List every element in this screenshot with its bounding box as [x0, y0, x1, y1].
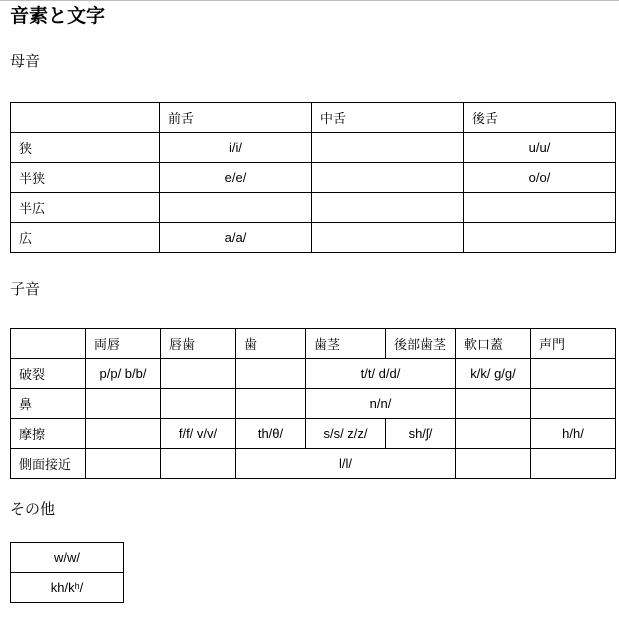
consonant-cell-lateral-velar [456, 449, 531, 479]
table-row [11, 449, 616, 479]
others-cell-w: w/w/ [11, 543, 124, 573]
others-table [10, 542, 124, 603]
consonant-cell-lateral-dental-alveolar-postalveolar: l/l/ [236, 449, 456, 479]
consonant-col-header-empty [11, 329, 86, 359]
consonant-row-label-fricative: 摩擦 [11, 419, 86, 449]
table-row [11, 419, 616, 449]
consonant-cell-plosive-glottal [531, 359, 616, 389]
consonant-col-header-alveolar: 歯茎 [306, 329, 386, 359]
consonant-cell-lateral-labiodental [161, 449, 236, 479]
section-heading-consonants: 子音 [10, 281, 41, 298]
vowel-col-header-front: 前舌 [160, 103, 312, 133]
vowel-cell-close-central [312, 133, 464, 163]
consonant-cell-nasal-velar [456, 389, 531, 419]
consonant-col-header-postalveolar: 後部歯茎 [386, 329, 456, 359]
vowel-table [10, 102, 616, 253]
consonant-cell-fricative-postalveolar: sh/ʃ/ [386, 419, 456, 449]
consonant-cell-fricative-glottal: h/h/ [531, 419, 616, 449]
consonant-cell-plosive-velar: k/k/ g/g/ [456, 359, 531, 389]
table-row [11, 573, 124, 603]
consonant-cell-plosive-alveolar-postalveolar: t/t/ d/d/ [306, 359, 456, 389]
table-row [11, 163, 616, 193]
table-row [11, 193, 616, 223]
consonant-cell-fricative-velar [456, 419, 531, 449]
consonant-row-label-nasal: 鼻 [11, 389, 86, 419]
section-heading-vowels: 母音 [10, 53, 41, 70]
consonant-row-label-lateral: 側面接近 [11, 449, 86, 479]
vowel-col-header-back: 後舌 [464, 103, 616, 133]
consonant-col-header-glottal: 声門 [531, 329, 616, 359]
vowel-row-label-open: 広 [11, 223, 160, 253]
vowel-cell-close-mid-central [312, 163, 464, 193]
consonant-table [10, 328, 616, 479]
vowel-cell-open-mid-central [312, 193, 464, 223]
consonant-col-header-bilabial: 両唇 [86, 329, 161, 359]
consonant-cell-fricative-alveolar: s/s/ z/z/ [306, 419, 386, 449]
vowel-cell-close-mid-front: e/e/ [160, 163, 312, 193]
consonant-col-header-dental: 歯 [236, 329, 306, 359]
consonant-cell-nasal-dental [236, 389, 306, 419]
vowel-header-row [11, 103, 616, 133]
consonant-cell-nasal-alveolar-postalveolar: n/n/ [306, 389, 456, 419]
consonant-cell-lateral-bilabial [86, 449, 161, 479]
consonant-cell-plosive-labiodental [161, 359, 236, 389]
consonant-header-row [11, 329, 616, 359]
vowel-cell-open-central [312, 223, 464, 253]
others-cell-kh: kh/kʰ/ [11, 573, 124, 603]
vowel-row-label-close-mid: 半狭 [11, 163, 160, 193]
vowel-cell-open-front: a/a/ [160, 223, 312, 253]
vowel-cell-open-mid-back [464, 193, 616, 223]
consonant-col-header-labiodental: 唇歯 [161, 329, 236, 359]
consonant-cell-plosive-dental [236, 359, 306, 389]
table-row [11, 359, 616, 389]
document-page [0, 1, 619, 603]
vowel-row-label-open-mid: 半広 [11, 193, 160, 223]
vowel-cell-close-front: i/i/ [160, 133, 312, 163]
vowel-cell-open-mid-front [160, 193, 312, 223]
consonant-cell-nasal-labiodental [161, 389, 236, 419]
table-row [11, 133, 616, 163]
vowel-row-label-close: 狭 [11, 133, 160, 163]
consonant-cell-fricative-labiodental: f/f/ v/v/ [161, 419, 236, 449]
table-row [11, 223, 616, 253]
table-row [11, 389, 616, 419]
consonant-cell-nasal-glottal [531, 389, 616, 419]
vowel-cell-close-mid-back: o/o/ [464, 163, 616, 193]
vowel-col-header-empty [11, 103, 160, 133]
consonant-cell-lateral-glottal [531, 449, 616, 479]
vowel-cell-close-back: u/u/ [464, 133, 616, 163]
page-title: 音素と文字 [10, 6, 106, 27]
consonant-row-label-plosive: 破裂 [11, 359, 86, 389]
vowel-cell-open-back [464, 223, 616, 253]
consonant-col-header-velar: 軟口蓋 [456, 329, 531, 359]
consonant-cell-nasal-bilabial [86, 389, 161, 419]
consonant-cell-plosive-bilabial: p/p/ b/b/ [86, 359, 161, 389]
consonant-cell-fricative-dental: th/θ/ [236, 419, 306, 449]
consonant-cell-fricative-bilabial [86, 419, 161, 449]
section-heading-others: その他 [10, 501, 56, 518]
table-row [11, 543, 124, 573]
vowel-col-header-central: 中舌 [312, 103, 464, 133]
